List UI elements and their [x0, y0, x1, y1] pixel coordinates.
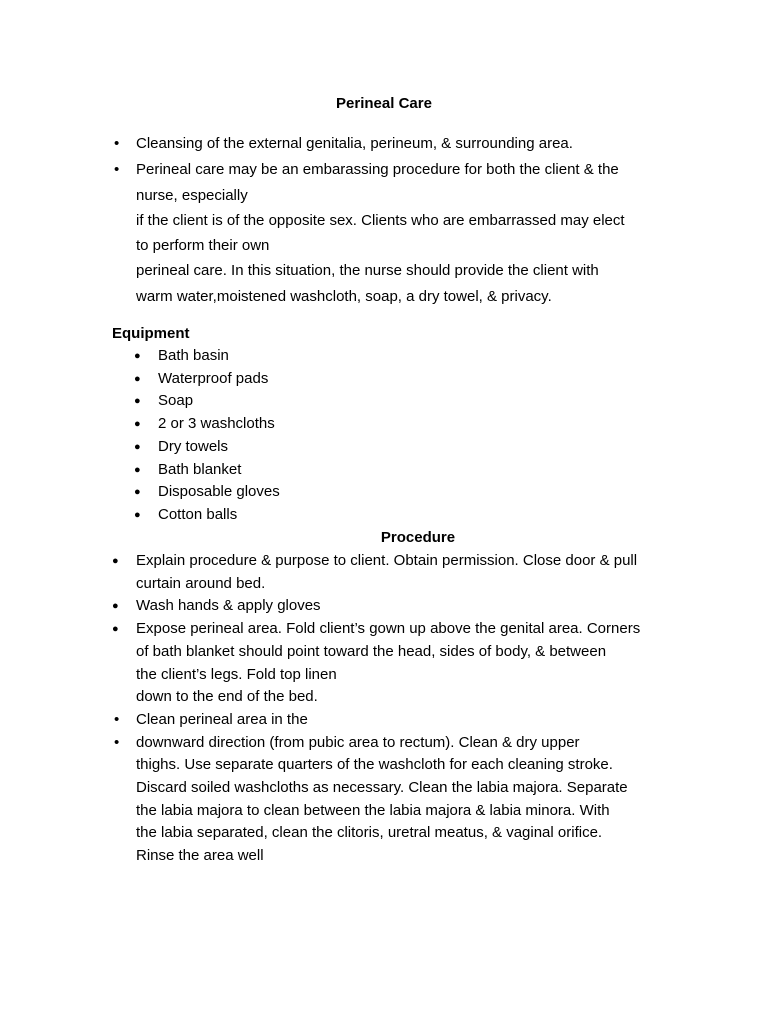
text-line: if the client is of the opposite sex. Clients who are embarrassed may elect [136, 211, 625, 229]
text-line: • Cleansing of the external genitalia, perineum, & surrounding area. [136, 135, 573, 152]
text-line: warm water,moistened washcloth, soap, a dry towel, & privacy. [136, 287, 552, 305]
intro-item [112, 157, 672, 309]
equipment-item: ● Bath blanket [134, 459, 280, 482]
equipment-heading: Equipment [112, 325, 190, 342]
text-line: ● Explain procedure & purpose to client. Obtain permission. Close door & pull [136, 552, 638, 569]
equipment-item: ● Cotton balls [134, 504, 280, 527]
text-line: curtain around bed. [136, 574, 266, 592]
text-line: • Clean perineal area in the [136, 710, 308, 728]
intro-list [112, 131, 672, 309]
procedure-step [112, 732, 688, 868]
procedure-step [112, 595, 688, 618]
text-line: perineal care. In this situation, the nurse should provide the client with [136, 262, 599, 280]
text-line: the client’s legs. Fold top linen [136, 665, 337, 683]
text-line: ● Expose perineal area. Fold client’s gown up above the genital area. Corners [136, 620, 641, 638]
equipment-item: ● Dry towels [134, 436, 280, 459]
equipment-item: ● Disposable gloves [134, 481, 280, 504]
text-line: ● Wash hands & apply gloves [136, 597, 321, 615]
equipment-item: ● Soap [134, 390, 280, 413]
procedure-heading: Procedure [380, 529, 456, 546]
equipment-item: ● Bath basin [134, 345, 280, 368]
text-line: down to the end of the bed. [136, 688, 318, 706]
text-line: nurse, especially [136, 186, 248, 204]
text-line: Discard soiled washcloths as necessary. Clean the labia majora. Separate [136, 779, 628, 797]
equipment-item: ● 2 or 3 washcloths [134, 413, 280, 436]
procedure-list [112, 550, 688, 868]
procedure-step [112, 550, 688, 595]
text-line: the labia majora to clean between the labia majora & labia minora. With [136, 801, 610, 819]
text-line: • Perineal care may be an embarassing procedure for both the client & the [136, 161, 619, 179]
text-line: of bath blanket should point toward the head, sides of body, & between [136, 642, 607, 660]
text-line: Rinse the area well [136, 847, 264, 865]
text-line: • downward direction (from pubic area to rectum). Clean & dry upper [136, 733, 580, 751]
equipment-item: ● Waterproof pads [134, 368, 280, 391]
intro-item [112, 131, 672, 156]
text-line: to perform their own [136, 237, 270, 255]
text-line: thighs. Use separate quarters of the washcloth for each cleaning stroke. [136, 756, 613, 774]
equipment-list [134, 345, 280, 527]
procedure-step [112, 709, 688, 732]
procedure-step [112, 618, 688, 709]
document-title: Perineal Care [336, 95, 432, 112]
text-line: the labia separated, clean the clitoris, uretral meatus, & vaginal orifice. [136, 824, 603, 842]
